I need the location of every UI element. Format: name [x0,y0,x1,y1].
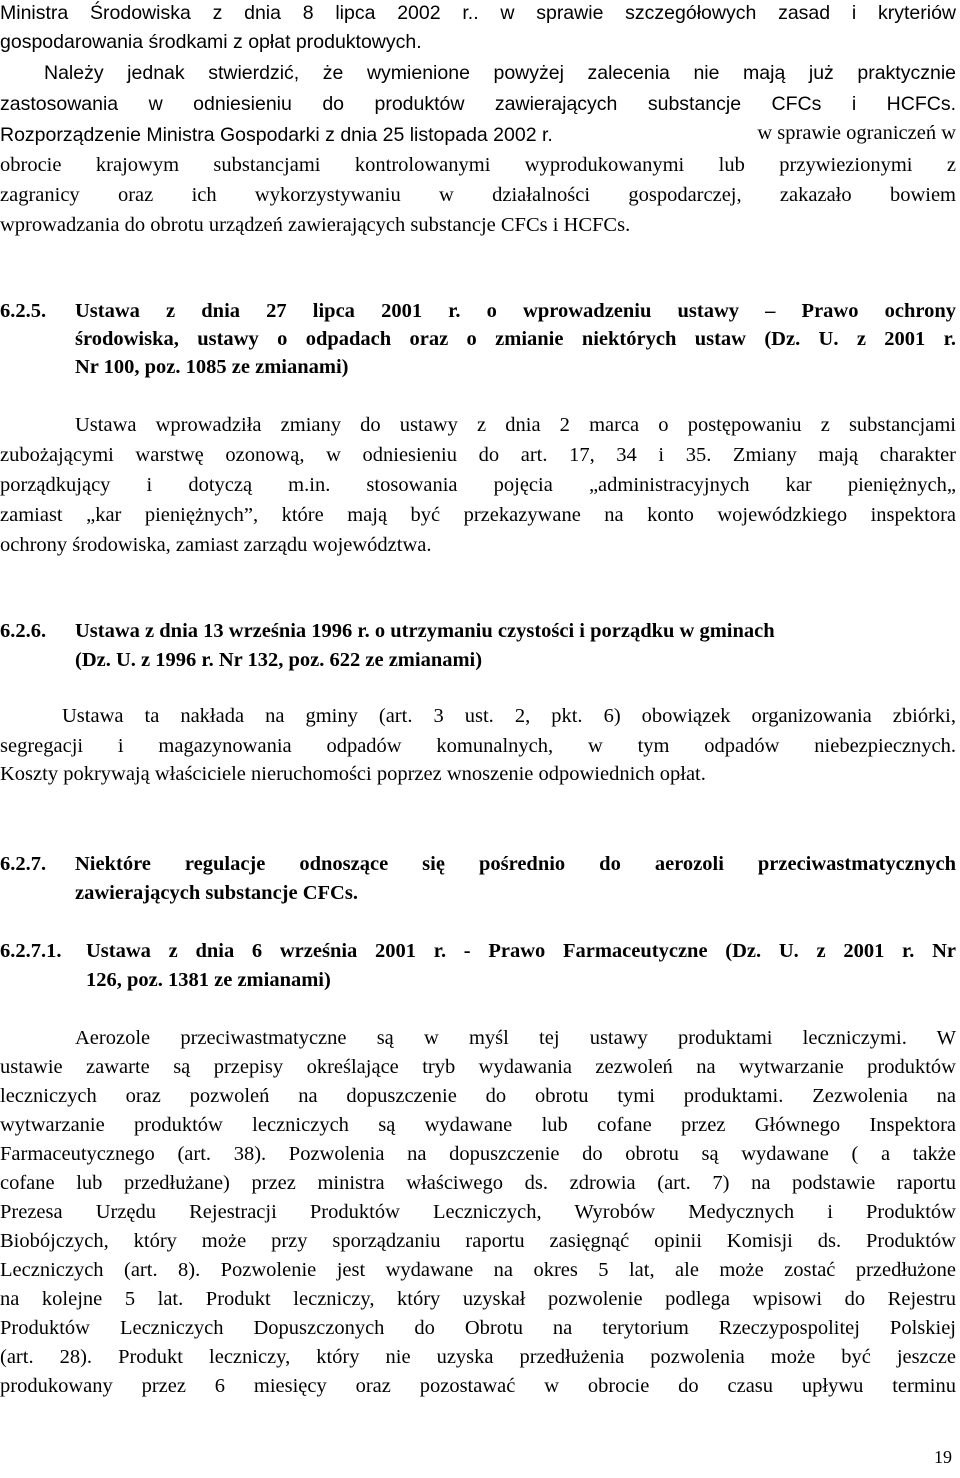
text-line: zamiast „kar pieniężnych”, które mają być przekazywane na konto wojewódzkiego inspektora [0,504,956,526]
text-line: cofane lub przedłużane) przez ministra właściwego ds. zdrowia (art. 7) na podstawie raportu [0,1172,956,1194]
text-line: zastosowania w odniesieniu do produktów zawierających substancje CFCs i HCFCs. [0,93,956,115]
text-line: Ustawa ta nakłada na gminy (art. 3 ust. 2, pkt. 6) obowiązek organizowania zbiórki, [62,705,956,727]
section-heading: Ustawa z dnia 13 września 1996 r. o utrzymaniu czystości i porządku w gminach [75,620,775,642]
text-line: Należy jednak stwierdzić, że wymienione powyżej zalecenia nie mają już praktycznie [44,62,956,84]
section-number: 6.2.5. [0,300,47,322]
text-line: ochrony środowiska, zamiast zarządu województwa. [0,534,432,556]
text-line: obrocie krajowym substancjami kontrolowanymi wyprodukowanymi lub przywiezionymi z [0,154,956,176]
section-heading: zawierających substancje CFCs. [75,882,358,904]
text-line: Prezesa Urzędu Rejestracji Produktów Leczniczych, Wyrobów Medycznych i Produktów [0,1201,956,1223]
text-line: Ministra Środowiska z dnia 8 lipca 2002 r.. w sprawie szczegółowych zasad i kryteriów [0,2,956,24]
text-line: zagranicy oraz ich wykorzystywaniu w działalności gospodarczej, zakazało bowiem [0,184,956,206]
text-line: wprowadzania do obrotu urządzeń zawierających substancje CFCs i HCFCs. [0,214,631,236]
text-line: Rozporządzenie Ministra Gospodarki z dnia 25 listopada 2002 r. [0,124,553,146]
text-line: (art. 28). Produkt leczniczy, który nie uzyska przedłużenia pozwolenia może być jeszcze [0,1346,956,1368]
text-line: zubożającymi warstwę ozonową, w odniesieniu do art. 17, 34 i 35. Zmiany mają charakter [0,444,956,466]
text-line: Aerozole przeciwastmatyczne są w myśl tej ustawy produktami leczniczymi. W [75,1027,956,1049]
section-heading: (Dz. U. z 1996 r. Nr 132, poz. 622 ze zmianami) [75,649,483,671]
page-number: 19 [934,1447,952,1467]
text-line: leczniczych oraz pozwoleń na dopuszczenie do obrotu tymi produktami. Zezwolenia na [0,1085,956,1107]
text-line: gospodarowania środkami z opłat produktowych. [0,31,422,53]
text-line: w sprawie ograniczeń w [757,122,956,144]
text-line: na kolejne 5 lat. Produkt leczniczy, który uzyskał pozwolenie podlega wpisowi do Rejestru [0,1288,956,1310]
text-line: segregacji i magazynowania odpadów komunalnych, w tym odpadów niebezpiecznych. [0,735,956,757]
text-line: Leczniczych (art. 8). Pozwolenie jest wydawane na okres 5 lat, ale może zostać przedłużone [0,1259,956,1281]
section-heading: Ustawa z dnia 6 września 2001 r. - Prawo Farmaceutyczne (Dz. U. z 2001 r. Nr [86,940,956,962]
section-heading: Niektóre regulacje odnoszące się pośrednio do aerozoli przeciwastmatycznych [75,853,956,875]
section-heading: Ustawa z dnia 27 lipca 2001 r. o wprowadzeniu ustawy – Prawo ochrony [75,300,956,322]
text-line: porządkujący i dotyczą m.in. stosowania pojęcia „administracyjnych kar pieniężnych„ [0,474,956,496]
text-line: Ustawa wprowadziła zmiany do ustawy z dnia 2 marca o postępowaniu z substancjami [75,414,956,436]
text-line: Farmaceutycznego (art. 38). Pozwolenia na dopuszczenie do obrotu są wydawane ( a także [0,1143,956,1165]
text-line: produkowany przez 6 miesięcy oraz pozostawać w obrocie do czasu upływu terminu [0,1375,956,1397]
text-line: Biobójczych, który może przy sporządzaniu raportu zasięgnąć opinii Komisji ds. Produktów [0,1230,956,1252]
section-heading: środowiska, ustawy o odpadach oraz o zmianie niektórych ustaw (Dz. U. z 2001 r. [75,328,956,350]
section-number: 6.2.7.1. [0,940,62,962]
text-line: ustawie zawarte są przepisy określające tryb wydawania zezwoleń na wytwarzanie produktów [0,1056,956,1078]
text-line: Produktów Leczniczych Dopuszczonych do Obrotu na terytorium Rzeczypospolitej Polskiej [0,1317,956,1339]
section-heading: Nr 100, poz. 1085 ze zmianami) [75,356,349,378]
text-line: Koszty pokrywają właściciele nieruchomości poprzez wnoszenie odpowiednich opłat. [0,763,706,785]
section-number: 6.2.7. [0,853,47,875]
text-line: wytwarzanie produktów leczniczych są wydawane lub cofane przez Głównego Inspektora [0,1114,956,1136]
section-number: 6.2.6. [0,620,47,642]
section-heading: 126, poz. 1381 ze zmianami) [86,969,331,991]
